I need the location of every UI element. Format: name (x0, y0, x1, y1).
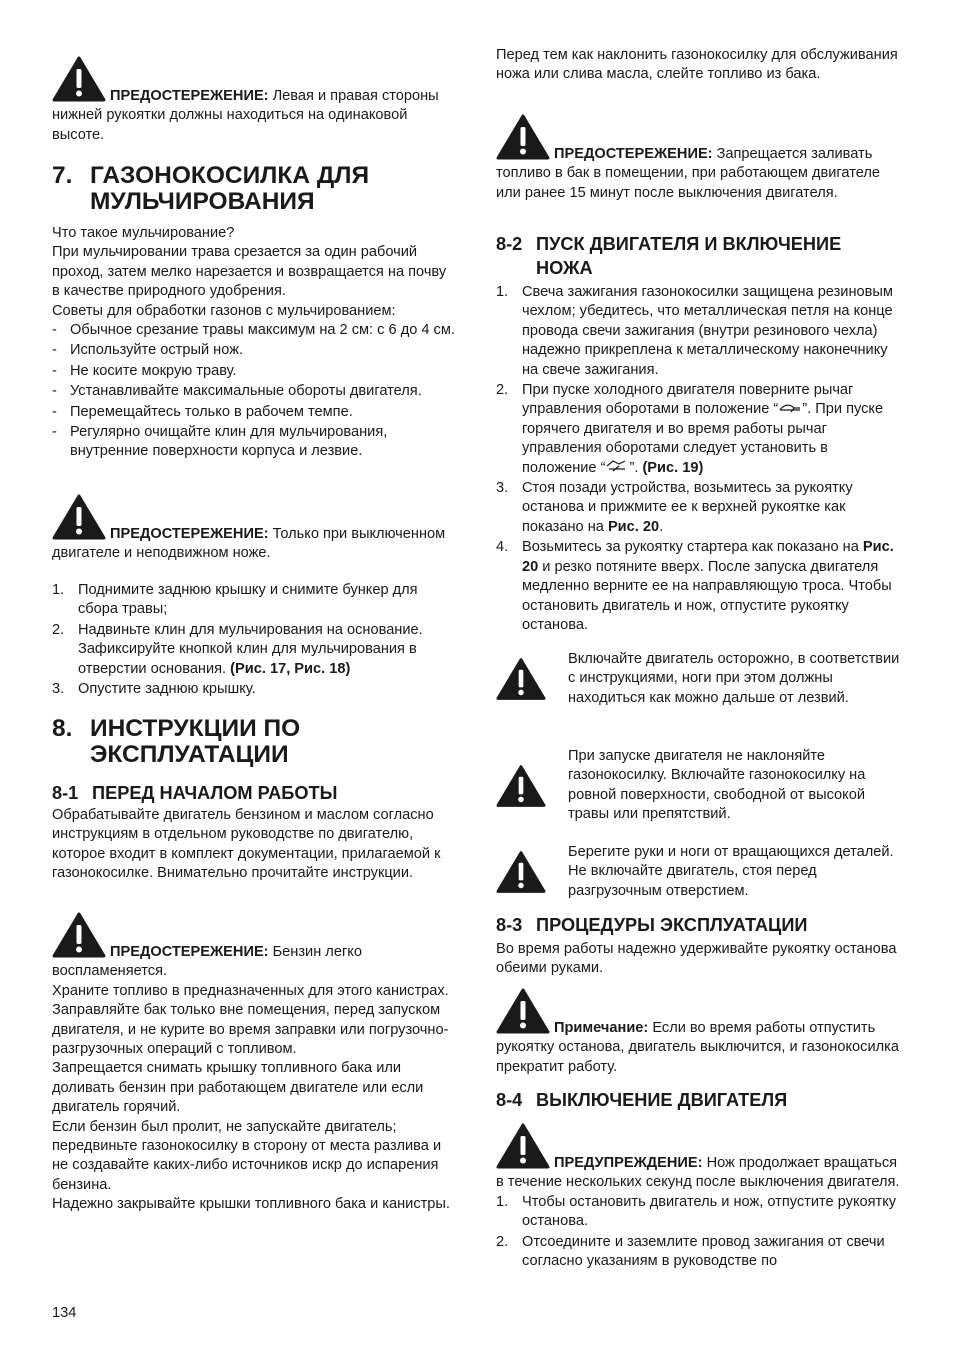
step-number: 2. (496, 382, 509, 399)
warning-text: Левая и правая стороны нижней рукоятки должны находиться на одинаковой высоте. (52, 88, 439, 143)
section-8-heading (52, 716, 456, 768)
warning-icon (496, 114, 550, 160)
list-item (496, 283, 902, 380)
warning-gasoline (52, 912, 456, 1215)
section-number: 8-4 (496, 1090, 523, 1110)
step-text: Надвиньте клин для мульчирования на основание. Зафиксируйте кнопкой клин для мульчирования в отверстии основания. (78, 621, 423, 677)
step-number: 3. (496, 480, 509, 497)
step-text: . (659, 518, 664, 535)
list-item (496, 538, 902, 635)
list-item (496, 479, 902, 537)
choke-icon (778, 401, 802, 413)
warning-label: ПРЕДОСТЕРЕЖЕНИЕ: (110, 526, 269, 542)
section-title-line1: ГАЗОНОКОСИЛКА ДЛЯ (90, 162, 370, 189)
list-item (496, 381, 902, 478)
warning-label: ПРЕДОСТЕРЕЖЕНИЕ: (554, 146, 713, 162)
figure-reference: Рис. 20 (522, 539, 894, 575)
figure-reference: Рис. 20 (607, 518, 660, 535)
list-item (52, 621, 456, 679)
warning-icon (52, 912, 106, 958)
warning-text: Только при выключенном двигателе и неподвижном ноже. (52, 526, 446, 562)
section-title: ПРОЦЕДУРЫ ЭКСПЛУАТАЦИИ (536, 915, 808, 935)
step-number: 1. (496, 1193, 509, 1210)
step-number: 2. (52, 621, 65, 638)
paragraph: Если бензин был пролит, не запускайте двигатель; передвиньте газонокосилку в сторону от места разлива и не создавайте каких-либо источников искр до испарения бензина. (52, 1118, 442, 1193)
note-text: Если во время работы отпустить рукоятку останова, двигатель выключится, и газонокосилка прекратит работу. (496, 1020, 899, 1075)
section-title-line2: МУЛЬЧИРОВАНИЯ (90, 188, 315, 215)
step-text: ”. (629, 459, 643, 476)
section-number: 8-3 (496, 915, 523, 935)
section-title: ВЫКЛЮЧЕНИЕ ДВИГАТЕЛЯ (536, 1090, 788, 1110)
fuel-instructions-text: Обрабатывайте двигатель бензином и маслом согласно инструкциям в отдельном руководстве по двигателю, которое входит в комплект документации, прилагаемой к газонокосилке. Внимательно прочитайте инструкции. (52, 807, 441, 882)
warning-handle-height (52, 56, 456, 145)
mulching-steps-list (52, 581, 456, 700)
side-warning-no-tilt (496, 747, 902, 825)
warning-icon (496, 747, 568, 825)
step-text: При пуске холодного двигателя поверните рычаг управления оборотами в положение “ (522, 382, 854, 418)
list-item: - Не косите мокрую траву. (52, 362, 456, 381)
step-text: Опустите заднюю крышку. (78, 681, 256, 698)
step-text: Чтобы остановить двигатель и нож, отпустите рукоятку останова. (522, 1193, 897, 1230)
paragraph: Храните топливо в предназначенных для этого канистрах. (52, 982, 449, 999)
mulching-intro (52, 224, 456, 463)
intro-explanation: При мульчировании трава срезается за один рабочий проход, затем мелко нарезается и возвращается на почву в качестве природного удобрения. (52, 244, 447, 300)
warning-blade-rotates (496, 1123, 902, 1272)
section-8-1-heading (52, 781, 456, 805)
step-number: 4. (496, 539, 509, 556)
step-text: Возьмитесь за рукоятку стартера как показано на (522, 539, 863, 556)
side-warning-text: Берегите руки и ноги от вращающихся деталей. Не включайте двигатель, стоя перед разгрузочным отверстием. (568, 844, 894, 899)
fast-speed-icon (605, 459, 629, 471)
list-item: - Перемещайтесь только в рабочем темпе. (52, 403, 456, 422)
section-title-line1: ИНСТРУКЦИИ ПО (90, 715, 301, 742)
section-number: 8-2 (496, 234, 523, 254)
step-text: и резко потяните вверх. После запуска двигателя медленно верните ее на направляющую троса. Чтобы остановить двигатель и нож, отпустите рукоятку останова. (522, 558, 892, 633)
section-title-line2: ЭКСПЛУАТАЦИИ (90, 741, 289, 768)
side-warning-text: При запуске двигателя не наклоняйте газонокосилку. Включайте газонокосилку на ровной поверхности, свободной от высокой травы или препятствий. (568, 748, 866, 823)
section-title-line2: НОЖА (536, 258, 593, 278)
step-text: ”. При пуске горячего двигателя и во время работы рычаг управления оборотами следует установить в положение “ (522, 401, 884, 476)
section-number: 7. (52, 162, 73, 189)
tilt-intro-text: Перед тем как наклонить газонокосилку для обслуживания ножа или слива масла, слейте топливо из бака. (496, 47, 898, 83)
step-text: Стоя позади устройства, возьмитесь за рукоятку останова и прижмите ее к верхней рукоятке как показано на (522, 480, 853, 535)
intro-tips-heading: Советы для обработки газонов с мульчированием: (52, 302, 396, 319)
step-number: 1. (52, 582, 65, 598)
note-stop-handle (496, 988, 902, 1077)
note-label: Примечание: (554, 1020, 649, 1036)
page-number: 134 (52, 1305, 77, 1321)
step-text: Свеча зажигания газонокосилки защищена резиновым чехлом; убедитесь, что металлическая петля на конце провода свечи зажигания (внутри резинового чехла) надежно прикреплена к металлическому наконечнику на свече зажигания. (522, 284, 893, 378)
stop-steps-list (496, 1193, 902, 1272)
warning-engine-off (52, 494, 456, 564)
list-item (496, 1233, 902, 1272)
warning-icon (52, 494, 106, 540)
list-item: - Обычное срезание травы максимум на 2 см: с 6 до 4 см. (52, 321, 456, 340)
side-warning-text: Включайте двигатель осторожно, в соответствии с инструкциями, ноги при этом должны находиться как можно дальше от лезвий. (568, 651, 900, 706)
mulching-tips-list (52, 321, 456, 462)
side-warning-start-carefully (496, 650, 902, 708)
list-item (52, 581, 456, 620)
section-number: 8. (52, 715, 73, 742)
figure-reference: (Рис. 19) (642, 459, 704, 476)
warning-text: Бензин легко воспламеняется. (52, 944, 362, 980)
warning-icon (496, 843, 568, 901)
list-item: - Используйте острый нож. (52, 341, 456, 360)
step-text: Поднимите заднюю крышку и снимите бункер для сбора травы; (78, 582, 418, 618)
paragraph: Заправляйте бак только вне помещения, перед запуском двигателя, и не курите во время заправки или погрузочно-разгрузочных операций с топливом. (52, 1002, 449, 1058)
step-number: 2. (496, 1233, 509, 1250)
section-title-line1: ПУСК ДВИГАТЕЛЯ И ВКЛЮЧЕНИЕ (536, 234, 842, 254)
warning-icon (52, 56, 106, 102)
warning-icon (496, 988, 550, 1034)
warning-icon (496, 1123, 550, 1169)
step-text: Отсоедините и заземлите провод зажигания от свечи согласно указаниям в руководстве по (522, 1233, 885, 1270)
warning-icon (496, 650, 568, 708)
section-7-heading (52, 163, 456, 215)
step-number: 1. (496, 284, 509, 300)
section-title: ПЕРЕД НАЧАЛОМ РАБОТЫ (92, 783, 338, 803)
section-number: 8-1 (52, 783, 79, 803)
list-item (52, 680, 456, 699)
step-number: 3. (52, 681, 65, 698)
list-item: - Устанавливайте максимальные обороты двигателя. (52, 382, 456, 401)
warning-label: ПРЕДУПРЕЖДЕНИЕ: (554, 1155, 703, 1171)
section-8-3-heading (496, 913, 902, 937)
section-8-4-heading (496, 1088, 902, 1112)
warning-refuel (496, 114, 902, 203)
warning-text: Нож продолжает вращаться в течение нескольких секунд после выключения двигателя. (496, 1155, 900, 1191)
side-warning-hands-feet (496, 843, 902, 901)
list-item: - Регулярно очищайте клин для мульчирования, внутренние поверхности корпуса и лезвие. (52, 423, 456, 462)
paragraph: Надежно закрывайте крышки топливного бака и канистры. (52, 1196, 450, 1213)
paragraph: Запрещается снимать крышку топливного бака или доливать бензин при работающем двигателе или если двигатель горячий. (52, 1060, 424, 1116)
warning-text: Запрещается заливать топливо в бак в помещении, при работающем двигателе или ранее 15 минут после выключения двигателя. (496, 146, 881, 201)
warning-label: ПРЕДОСТЕРЕЖЕНИЕ: (110, 88, 269, 104)
operation-text: Во время работы надежно удерживайте рукоятку останова обеими руками. (496, 941, 897, 977)
start-steps-list (496, 283, 902, 636)
list-item (496, 1193, 902, 1232)
section-8-2-heading (496, 232, 902, 280)
intro-question: Что такое мульчирование? (52, 225, 235, 241)
warning-label: ПРЕДОСТЕРЕЖЕНИЕ: (110, 944, 269, 960)
figure-reference: (Рис. 17, Рис. 18) (230, 660, 351, 677)
